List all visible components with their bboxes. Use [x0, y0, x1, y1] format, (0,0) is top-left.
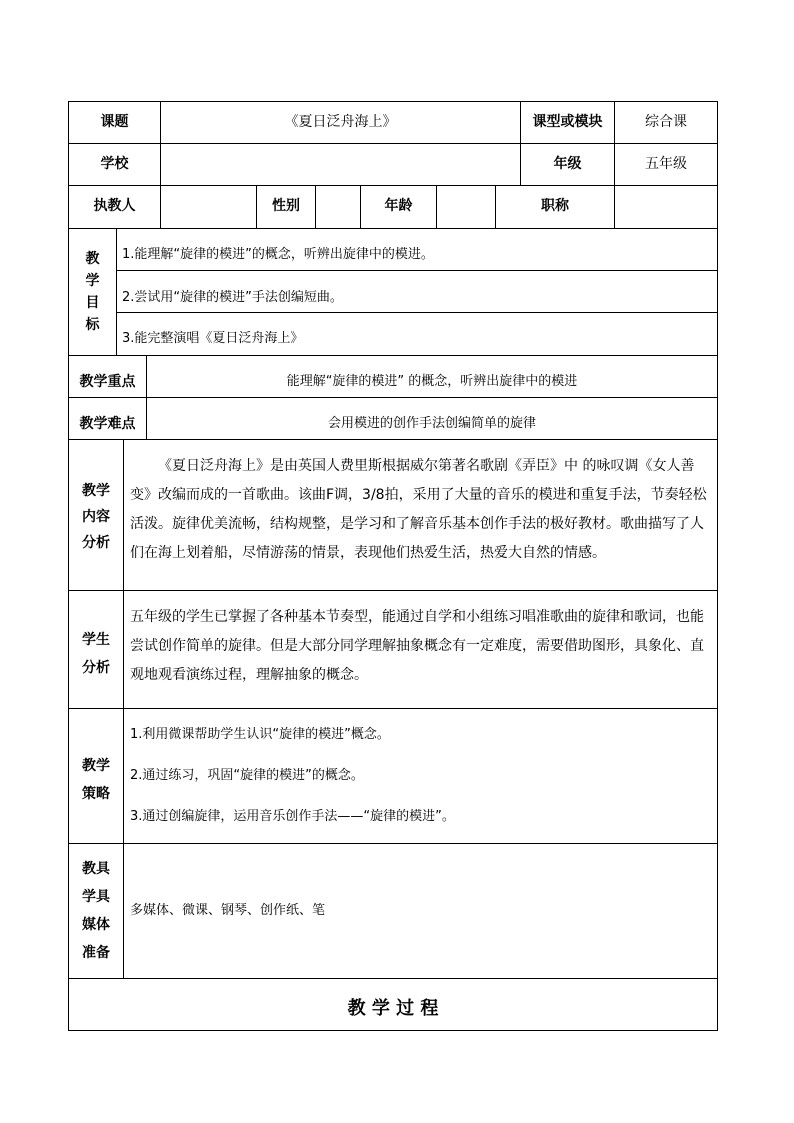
- goal-divider: [116, 270, 718, 271]
- row-divider: [68, 355, 718, 356]
- content-analysis-label: [69, 478, 123, 556]
- grade-label: 年级: [553, 156, 582, 172]
- strategy-label: [69, 752, 123, 808]
- content-analysis-label-line: 教学: [82, 483, 110, 499]
- goal-divider: [116, 312, 718, 313]
- student-analysis-label-line: 分析: [82, 660, 110, 676]
- grade-value: 五年级: [645, 156, 687, 172]
- school-label: 学校: [100, 156, 129, 172]
- row-divider: [68, 978, 718, 979]
- course-value: 《夏日泛舟海上》: [284, 114, 397, 130]
- goals-label: [69, 248, 116, 336]
- teacher-label: 执教人: [93, 198, 136, 214]
- difficulty-value: 会用模进的创作手法创编简单的旋律: [327, 416, 536, 431]
- key-point-label: 教学重点: [79, 374, 136, 390]
- process-title: 教 学 过 程: [347, 998, 439, 1019]
- goals-label-char: 学: [85, 273, 100, 289]
- type-value: 综合课: [645, 114, 687, 130]
- col-divider: [315, 185, 316, 229]
- goal-item: 1.能理解“旋律的模进”的概念，听辨出旋律中的模进。: [122, 247, 434, 262]
- strategy-item: 1.利用微课帮助学生认识“旋律的模进”概念。: [130, 727, 390, 742]
- strategy-label-line: 策略: [82, 786, 110, 802]
- media-label-line: 教具: [82, 861, 110, 877]
- row-divider: [68, 708, 718, 709]
- row-divider: [68, 439, 718, 440]
- col-divider: [436, 185, 437, 229]
- media-text: 多媒体、微课、钢琴、创作纸、笔: [130, 903, 326, 918]
- col-divider: [614, 185, 615, 229]
- age-label: 年龄: [384, 198, 413, 214]
- row-divider: [68, 228, 718, 229]
- goal-item: 2.尝试用“旋律的模进”手法创编短曲。: [122, 290, 343, 305]
- table-border-top: [68, 101, 718, 102]
- table-border-right: [717, 101, 718, 1031]
- gender-label: 性别: [272, 198, 300, 214]
- goal-item: 3.能完整演唱《夏日泛舟海上》: [122, 331, 304, 346]
- row-divider: [68, 843, 718, 844]
- row-divider: [68, 185, 718, 186]
- col-divider: [123, 439, 124, 979]
- difficulty-label: 教学难点: [79, 416, 136, 432]
- media-label-line: 媒体: [82, 917, 110, 933]
- type-label: 课型或模块: [532, 114, 603, 130]
- content-analysis-label-line: 分析: [82, 535, 110, 551]
- row-divider: [68, 397, 718, 398]
- strategy-item: 2.通过练习，巩固“旋律的模进”的概念。: [130, 768, 364, 783]
- goals-label-char: 教: [85, 251, 100, 267]
- course-label: 课题: [100, 114, 129, 130]
- strategy-label-line: 教学: [82, 758, 110, 774]
- content-analysis-text: 《夏日泛舟海上》是由英国人费里斯根据威尔第著名歌剧《弄臣》中 的咏叹调《女人善变》改编而成的一首歌曲。该曲F调，3/8拍，采用了大量的音乐的模进和重复手法，节奏轻松活泼。旋律优美流畅，结构规整，是学习和了解音乐基本创作手法的极好教材。歌曲描写了人们在海上划着船，尽情游荡的情景，表现他们热爱生活，热爱大自然的情感。: [130, 458, 707, 561]
- row-divider: [68, 590, 718, 591]
- row-divider: [68, 143, 718, 144]
- title-label: 职称: [541, 198, 569, 214]
- content-analysis-label-line: 内容: [82, 509, 110, 525]
- goals-label-char: 标: [85, 317, 100, 333]
- strategy-item: 3.通过创编旋律，运用音乐创作手法——“旋律的模进”。: [130, 809, 455, 824]
- table-border-bottom: [68, 1030, 718, 1031]
- col-divider: [160, 185, 161, 229]
- col-divider: [116, 228, 117, 356]
- student-analysis-label-line: 学生: [82, 632, 110, 648]
- media-label: [69, 855, 123, 967]
- student-analysis-label: [69, 626, 123, 682]
- key-point-value: 能理解“旋律的模进” 的概念，听辨出旋律中的模进: [286, 374, 578, 389]
- student-analysis-text: 五年级的学生已掌握了各种基本节奏型，能通过自学和小组练习唱准歌曲的旋律和歌词，也能尝试创作简单的旋律。但是大部分同学理解抽象概念有一定难度，需要借助图形，具象化、直观地观看演练过程，理解抽象的概念。: [130, 609, 704, 683]
- goals-label-char: 目: [85, 295, 100, 311]
- media-label-line: 准备: [82, 945, 110, 961]
- media-label-line: 学具: [82, 889, 110, 905]
